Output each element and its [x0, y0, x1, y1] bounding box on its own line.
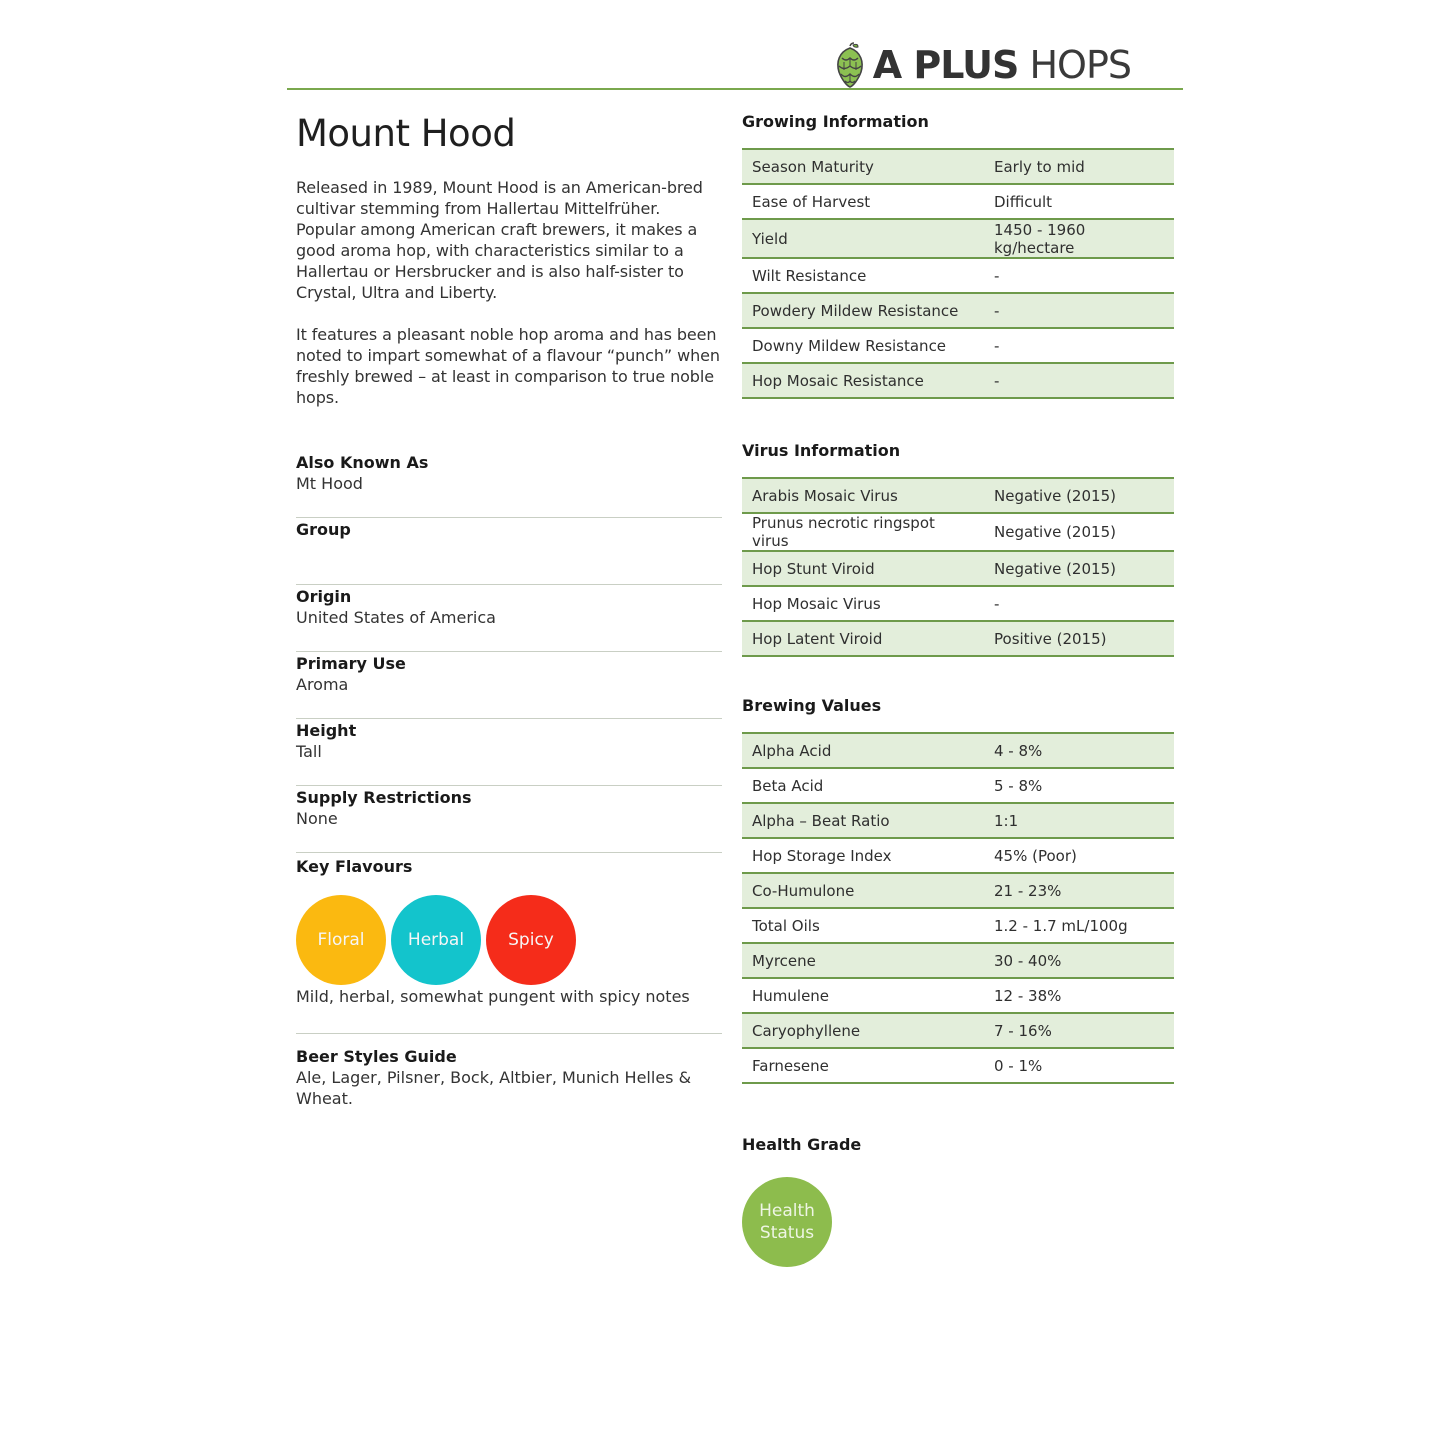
table-row — [742, 908, 1174, 943]
table-row — [742, 733, 1174, 768]
row-value: - — [984, 293, 1174, 328]
row-key: Farnesene — [742, 1048, 984, 1083]
field-group — [296, 518, 722, 585]
row-key: Alpha Acid — [742, 733, 984, 768]
row-value: Negative (2015) — [984, 551, 1174, 586]
field-value: Tall — [296, 742, 322, 761]
table-row — [742, 621, 1174, 656]
row-key: Caryophyllene — [742, 1013, 984, 1048]
row-key: Season Maturity — [742, 149, 984, 184]
table-row — [742, 873, 1174, 908]
field-height — [296, 719, 722, 786]
field-label: Also Known As — [296, 453, 429, 472]
row-value: Difficult — [984, 184, 1174, 219]
table-row — [742, 551, 1174, 586]
hop-description — [296, 177, 722, 408]
row-value: 0 - 1% — [984, 1048, 1174, 1083]
table-row — [742, 328, 1174, 363]
table-row — [742, 513, 1174, 551]
field-value: Mt Hood — [296, 474, 363, 493]
row-value: 5 - 8% — [984, 768, 1174, 803]
table-row — [742, 149, 1174, 184]
table-row — [742, 943, 1174, 978]
brand-name — [873, 43, 1131, 87]
brand-name-bold: A PLUS — [872, 43, 1019, 87]
table-row — [742, 478, 1174, 513]
row-value: 45% (Poor) — [984, 838, 1174, 873]
hop-cone-icon — [833, 42, 867, 88]
section-title: Growing Information — [742, 112, 929, 131]
row-value: 12 - 38% — [984, 978, 1174, 1013]
table-row — [742, 1013, 1174, 1048]
table-row — [742, 978, 1174, 1013]
row-value: 1.2 - 1.7 mL/100g — [984, 908, 1174, 943]
row-key: Ease of Harvest — [742, 184, 984, 219]
field-supply-restrictions — [296, 786, 722, 853]
brand-name-light: HOPS — [1029, 43, 1131, 87]
row-value: Negative (2015) — [984, 513, 1174, 551]
flavour-description: Mild, herbal, somewhat pungent with spicy notes — [296, 987, 690, 1006]
description-paragraph: Released in 1989, Mount Hood is an American-bred cultivar stemming from Hallertau Mittelfrüher. Popular among American craft brewers, it makes a good aroma hop, with characteristics similar to a Hallertau or Hersbrucker and is also half-sister to Crystal, Ultra and Liberty. — [296, 178, 703, 302]
row-value: - — [984, 328, 1174, 363]
row-value: Negative (2015) — [984, 478, 1174, 513]
page-header — [287, 38, 1183, 90]
field-label: Origin — [296, 587, 352, 606]
table-row — [742, 768, 1174, 803]
description-paragraph: It features a pleasant noble hop aroma and has been noted to impart somewhat of a flavour “punch” when freshly brewed – at least in comparison to true noble hops. — [296, 325, 720, 407]
row-value: - — [984, 363, 1174, 398]
brewing-table — [742, 732, 1174, 1084]
brewing-values — [742, 696, 1174, 1084]
row-value: - — [984, 586, 1174, 621]
row-value: 1:1 — [984, 803, 1174, 838]
virus-information — [742, 441, 1174, 657]
table-row — [742, 363, 1174, 398]
page-title: Mount Hood — [296, 112, 516, 155]
row-value: 4 - 8% — [984, 733, 1174, 768]
row-key: Downy Mildew Resistance — [742, 328, 984, 363]
beer-styles-guide — [296, 1034, 722, 1109]
flavour-badges — [296, 895, 722, 985]
table-row — [742, 838, 1174, 873]
growing-information — [742, 112, 1174, 399]
row-value: 1450 - 1960 kg/hectare — [984, 219, 1174, 258]
brand-logo[interactable] — [833, 40, 1131, 90]
field-value: None — [296, 809, 338, 828]
field-label: Supply Restrictions — [296, 788, 472, 807]
table-row — [742, 803, 1174, 838]
row-key: Total Oils — [742, 908, 984, 943]
table-row — [742, 293, 1174, 328]
field-also-known-as — [296, 451, 722, 518]
row-key: Hop Stunt Viroid — [742, 551, 984, 586]
row-key: Prunus necrotic ringspot virus — [742, 513, 984, 551]
section-title: Virus Information — [742, 441, 901, 460]
health-badge-line: Status — [759, 1223, 815, 1243]
row-value: Early to mid — [984, 149, 1174, 184]
hop-overview — [296, 112, 722, 408]
row-value: - — [984, 258, 1174, 293]
growing-table — [742, 148, 1174, 399]
field-label: Group — [296, 520, 351, 539]
health-status-badge — [742, 1177, 832, 1267]
row-key: Wilt Resistance — [742, 258, 984, 293]
row-value: 7 - 16% — [984, 1013, 1174, 1048]
table-row — [742, 219, 1174, 258]
section-title: Health Grade — [742, 1135, 862, 1154]
field-origin — [296, 585, 722, 652]
row-key: Arabis Mosaic Virus — [742, 478, 984, 513]
row-key: Beta Acid — [742, 768, 984, 803]
row-key: Alpha – Beat Ratio — [742, 803, 984, 838]
row-key: Hop Latent Viroid — [742, 621, 984, 656]
section-title: Brewing Values — [742, 696, 882, 715]
field-value: United States of America — [296, 608, 496, 627]
row-value: 21 - 23% — [984, 873, 1174, 908]
header-divider — [287, 88, 1183, 90]
row-key: Myrcene — [742, 943, 984, 978]
row-key: Yield — [742, 219, 984, 258]
row-value: Positive (2015) — [984, 621, 1174, 656]
field-label: Primary Use — [296, 654, 406, 673]
hop-attributes — [296, 451, 722, 1109]
virus-table — [742, 477, 1174, 657]
field-value: Ale, Lager, Pilsner, Bock, Altbier, Munich Helles & Wheat. — [296, 1068, 692, 1108]
flavour-badge-herbal: Herbal — [391, 895, 481, 985]
field-label: Beer Styles Guide — [296, 1047, 457, 1066]
flavour-badge-spicy: Spicy — [486, 895, 576, 985]
field-value: Aroma — [296, 675, 349, 694]
flavour-badge-floral: Floral — [296, 895, 386, 985]
row-key: Hop Mosaic Resistance — [742, 363, 984, 398]
row-key: Co-Humulone — [742, 873, 984, 908]
table-row — [742, 184, 1174, 219]
health-grade — [742, 1135, 1174, 1267]
health-badge-line: Health — [759, 1201, 815, 1221]
table-row — [742, 258, 1174, 293]
table-row — [742, 1048, 1174, 1083]
row-value: 30 - 40% — [984, 943, 1174, 978]
row-key: Hop Mosaic Virus — [742, 586, 984, 621]
field-label: Height — [296, 721, 357, 740]
row-key: Humulene — [742, 978, 984, 1013]
row-key: Powdery Mildew Resistance — [742, 293, 984, 328]
table-row — [742, 586, 1174, 621]
row-key: Hop Storage Index — [742, 838, 984, 873]
field-primary-use — [296, 652, 722, 719]
key-flavours-label: Key Flavours — [296, 857, 413, 876]
key-flavours — [296, 853, 722, 1034]
